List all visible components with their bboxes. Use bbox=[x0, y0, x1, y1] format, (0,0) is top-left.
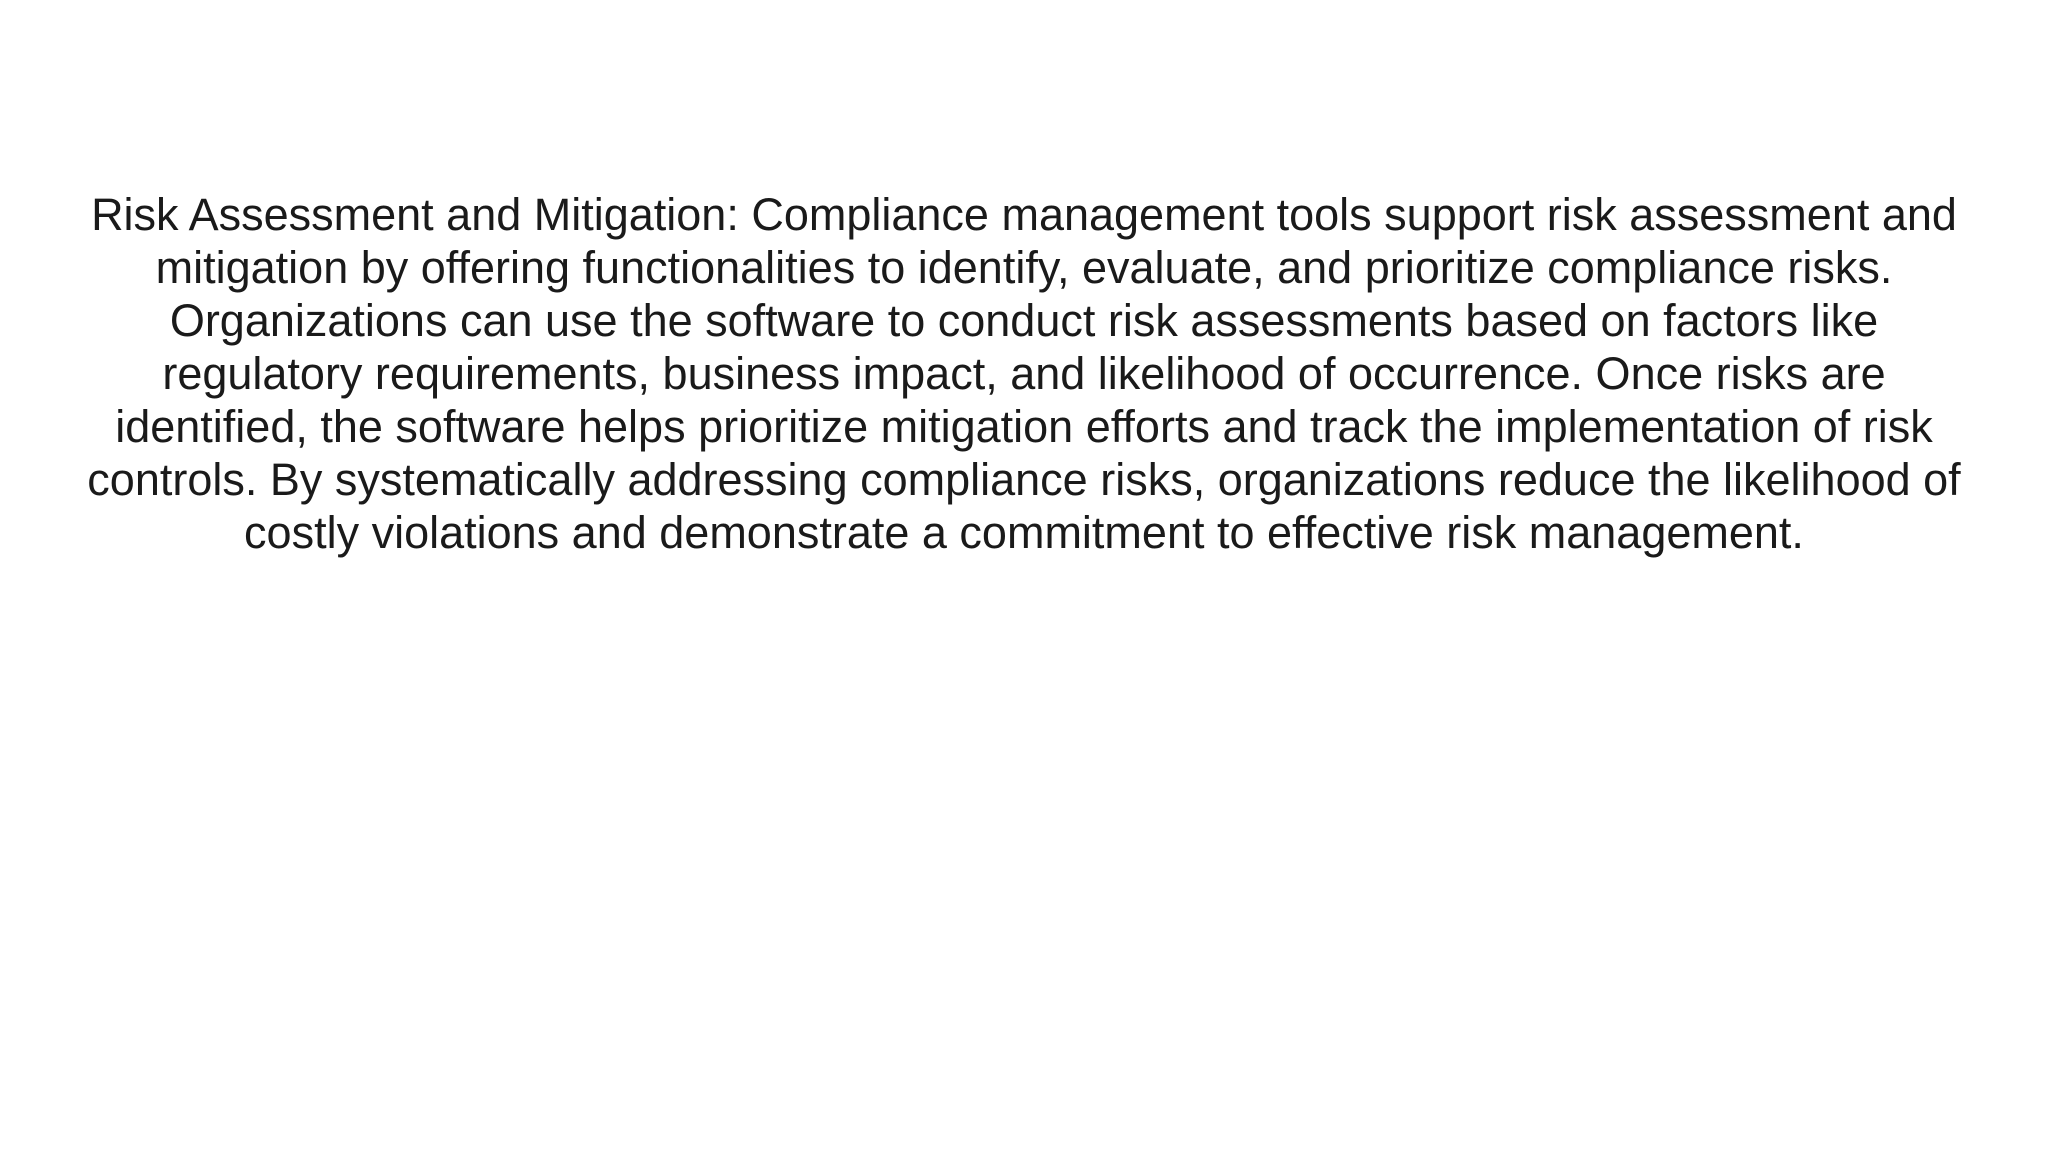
body-paragraph: Risk Assessment and Mitigation: Compliance management tools support risk assessment and mitigation by offering functionalities to identify, evaluate, and prioritize compliance risks. Organizations can use the software to conduct risk assessments based on factors like regulatory requirements, business impact, and likelihood of occurrence. Once risks are identified, the software helps prioritize mitigation efforts and track the implementation of risk controls. By systematically addressing compliance risks, organizations reduce the likelihood of costly violations and demonstrate a commitment to effective risk management. bbox=[87, 189, 1961, 558]
